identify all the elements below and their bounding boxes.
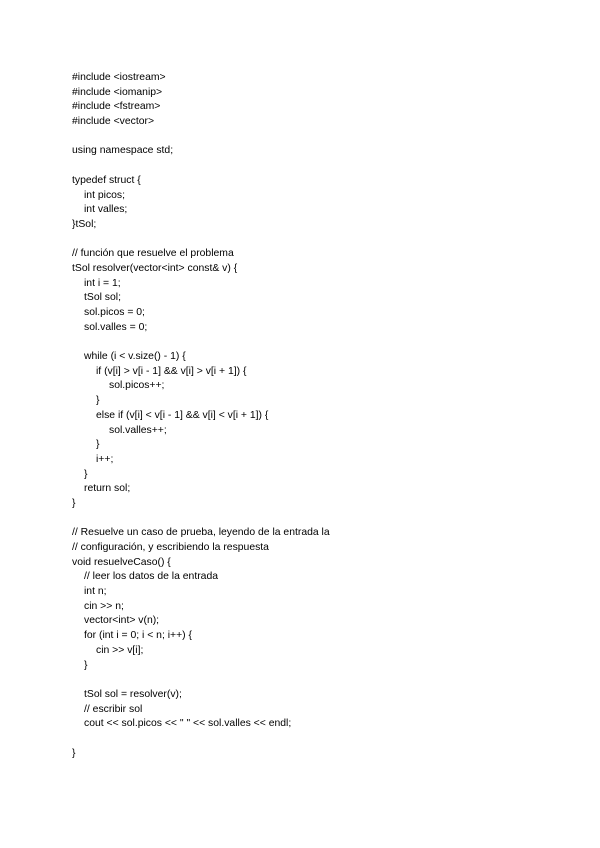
code-line: i++; (96, 453, 114, 465)
blank-line (72, 512, 572, 527)
code-line: } (72, 497, 76, 509)
code-line: } (84, 468, 88, 480)
code-line: void resuelveCaso() { (72, 556, 171, 568)
code-line: #include <fstream> (72, 101, 161, 113)
comment-line: // escribir sol (84, 703, 143, 715)
comment-line: // Resuelve un caso de prueba, leyendo de la entrada la (72, 527, 330, 539)
code-line: int n; (84, 586, 107, 598)
blank-line (72, 233, 572, 248)
code-line: int i = 1; (84, 277, 121, 289)
comment-line: // función que resuelve el problema (72, 248, 234, 260)
code-line: tSol sol; (84, 292, 121, 304)
code-line: using namespace std; (72, 145, 174, 157)
code-line: sol.valles = 0; (84, 321, 148, 333)
blank-line (72, 159, 572, 174)
code-line: for (int i = 0; i < n; i++) { (84, 630, 193, 642)
code-line: int picos; (84, 189, 126, 201)
code-line: #include <vector> (72, 116, 155, 128)
code-line: vector<int> v(n); (84, 615, 160, 627)
code-line: sol.picos = 0; (84, 307, 145, 318)
code-line: } (72, 747, 76, 759)
code-line: } (84, 659, 88, 671)
comment-line: // leer los datos de la entrada (84, 571, 219, 583)
blank-line (72, 673, 572, 688)
code-line: tSol resolver(vector<int> const& v) { (72, 262, 238, 274)
code-line: } (96, 395, 100, 407)
code-line: while (i < v.size() - 1) { (84, 351, 186, 363)
code-line: tSol sol = resolver(v); (84, 688, 182, 700)
code-line: cin >> n; (84, 600, 124, 612)
code-line: else if (v[i] < v[i - 1] && v[i] < v[i + 1]) { (96, 409, 269, 421)
code-line: }tSol; (72, 218, 97, 230)
code-line: cin >> v[i]; (96, 644, 144, 656)
blank-line (72, 130, 572, 145)
code-line: cout << sol.picos << " " << sol.valles << endl; (84, 718, 292, 730)
code-line: typedef struct { (72, 174, 141, 186)
code-line: sol.picos++; (109, 380, 165, 392)
code-line: int valles; (84, 204, 128, 216)
blank-line (72, 335, 572, 350)
code-listing (72, 71, 572, 761)
code-line: sol.valles++; (109, 424, 167, 436)
code-line: return sol; (84, 483, 131, 495)
blank-line (72, 732, 572, 747)
code-line: #include <iostream> (72, 72, 166, 83)
code-line: if (v[i] > v[i - 1] && v[i] > v[i + 1]) { (96, 365, 247, 377)
code-line: #include <iomanip> (72, 86, 163, 98)
code-line: } (96, 439, 100, 451)
comment-line: // configuración, y escribiendo la respuesta (72, 542, 269, 553)
